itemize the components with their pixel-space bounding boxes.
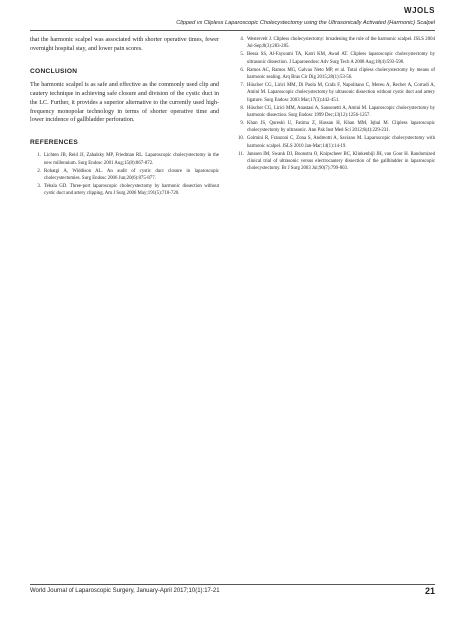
reference-list-right xyxy=(233,36,435,173)
reference-text: Hüscher CG, Lirici MM, Di Paola M, Crafa F, Napolitano C, Mereu A, Recher A, Corradi A, Amini M. Laparoscopic cholecystectomy by ultrasonic dissection without cystic duct and artery ligature. Surg Endosc 2003 Mar;17(3):442-451. xyxy=(247,82,435,103)
reference-number: 1. xyxy=(37,153,41,159)
conclusion-paragraph: The harmonic scalpel is as safe and effective as the commonly used clip and cautery technique in achieving safe closure and division of the cystic duct in the LC. Further, it provides a superior alternative to the currently used high-frequency monopolar technology in terms of shorter operative time and lower incidence of gallbladder perforation. xyxy=(30,81,219,124)
footer-journal-issue: World Journal of Laparoscopic Surgery, January-April 2017;10(1):17-21 xyxy=(30,588,220,594)
reference-text: Tebala GD. Three-port laparoscopic cholecystectomy by harmonic dissection without cystic duct and artery clipping. Am J Surg 2006 May;191(5):718-720. xyxy=(44,183,219,197)
right-column xyxy=(233,36,435,173)
reference-item xyxy=(233,67,435,82)
reference-text: Ramos AC, Ramos MG, Galvao Neto MP, et al. Total clipless cholecystectomy by means of harmonic sealing. Arq Bras Cir Dig 2015;28(1):53-56. xyxy=(247,67,435,81)
reference-number: 9. xyxy=(240,120,244,126)
header-divider xyxy=(30,30,435,31)
reference-list-left xyxy=(30,152,219,197)
reference-number: 6. xyxy=(240,67,244,73)
reference-text: Lichten JB, Reid JJ, Zahalsky MP, Friedman RL. Laparoscopic cholecystectomy in the new millennium. Surg Endosc 2001 Aug;15(8):867-872. xyxy=(44,153,219,166)
reference-item xyxy=(233,36,435,51)
reference-item xyxy=(233,120,435,135)
references-heading: REFERENCES xyxy=(30,139,79,147)
journal-abbreviation: WJOLS xyxy=(404,6,435,15)
left-column xyxy=(30,36,219,198)
reference-text: Janssen IM, Swank DJ, Boonstra O, Knipscheer BC, Klinkenbijl JH, van Goor H. Randomized clinical trial of ultrasonic versus electrocautery dissection of the gallbladder in laparoscopic cholecystectomy. Br J Surg 2003 Jul;90(7):799-803. xyxy=(247,151,435,172)
reference-number: 4. xyxy=(240,37,244,42)
reference-number: 7. xyxy=(240,82,244,88)
running-title: Clipped vs Clipless Laparoscopic Cholecystectomy using the Ultrasonically Activated (Harmonic) Scalpel xyxy=(176,20,435,26)
conclusion-heading: CONCLUSION xyxy=(30,67,78,75)
reference-item xyxy=(30,152,219,167)
page-number: 21 xyxy=(424,586,435,596)
reference-item xyxy=(30,183,219,198)
reference-number: 3. xyxy=(37,183,41,189)
reference-item xyxy=(233,82,435,104)
reference-number: 2. xyxy=(37,168,41,174)
reference-item xyxy=(233,151,435,173)
reference-number: 8. xyxy=(240,105,244,111)
reference-number: 5. xyxy=(240,52,244,58)
reference-text: Bessa SS, Al-Fayoumi TA, Katri KM, Awad AT. Clipless laparoscopic cholecystectomy by ultrasonic dissection. J Laparoendosc Adv Surg Tech A 2008 Aug;18(4):593-598. xyxy=(247,52,435,65)
reference-text: Golmini R, Franzoni C, Zona S, Andreotti A, Saviano M. Laparoscopic cholecystectomy with harmonic scalpel. JSLS 2010 Jan-Mar;14(1):14-19. xyxy=(247,136,435,149)
reference-text: Hüscher CG, Lirici MM, Anastasi A, Sansonetti A, Amini M. Laparoscopic cholecystectomy by harmonic dissection. Surg Endosc 1999 Dec;13(12):1256-1257. xyxy=(247,105,435,119)
reference-text: Westervelt J. Clipless cholecystectomy: broadening the role of the harmonic scalpel. JSLS 2004 Jul-Sep;8(3):283-285. xyxy=(247,37,435,50)
footer-divider xyxy=(30,584,435,585)
reference-text: Rohatgi A, Widdison AL. An audit of cystic duct closure in laparoscopic cholecystectomies. Surg Endosc 2006 Jun;20(6):875-877. xyxy=(44,168,219,182)
reference-text: Khan JS, Qureshi U, Fatima Z, Hassan H, Khan MM, Iqbal M. Clipless laparoscopic cholecystectomy by ultrasonic. Ann Pak Inst Med Sci 2012;8(4):229-231. xyxy=(247,120,435,134)
intro-paragraph: that the harmonic scalpel was associated with shorter operative times, fewer overnight hospital stay, and lower pain scores. xyxy=(30,37,219,52)
reference-item xyxy=(30,168,219,183)
reference-number: 10. xyxy=(237,136,244,142)
reference-item xyxy=(233,135,435,150)
reference-item xyxy=(233,105,435,120)
reference-number: 11. xyxy=(238,151,244,157)
reference-item xyxy=(233,51,435,66)
